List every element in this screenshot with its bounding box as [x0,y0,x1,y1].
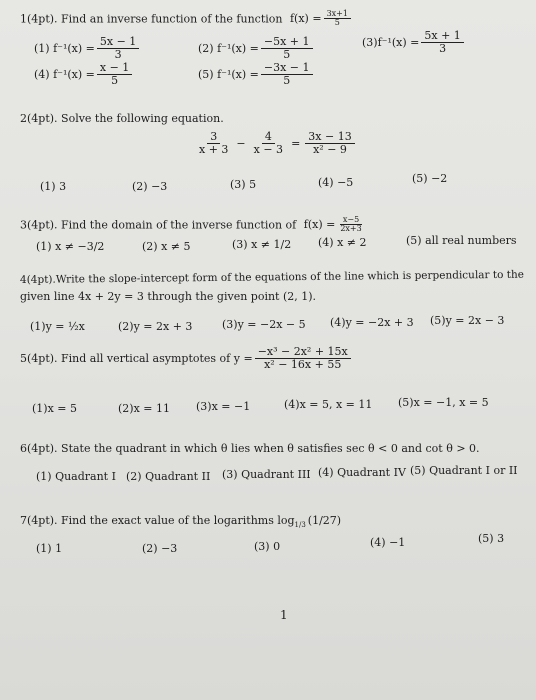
q7-option-5[interactable]: (5) 3 [478,532,505,545]
q3-option-5[interactable]: (5) all real numbers [406,234,517,247]
q1-prompt: 1(4pt). Find an inverse function of the function f(x) = $\frac{3x+1}{5}$ [20,10,353,28]
q5-option-5[interactable]: (5)x = −1, x = 5 [398,396,489,409]
q6-option-3[interactable]: (3) Quadrant III [222,468,311,481]
q7-option-4[interactable]: (4) −1 [370,536,406,549]
q1-option-1[interactable]: (1) f⁻¹(x) = $\frac{5x - 1}{3}$ [34,36,141,60]
q7-option-1[interactable]: (1) 1 [36,542,63,555]
q1-option-3[interactable]: (3)f⁻¹(x) = $\frac{5x + 1}{3}$ [362,30,466,54]
q5-option-1[interactable]: (1)x = 5 [32,402,77,415]
q4-option-3[interactable]: (3)y = −2x − 5 [222,318,306,331]
q1-option-4[interactable]: (4) f⁻¹(x) = $\frac{x - 1}{5}$ [34,62,134,86]
q5-option-2[interactable]: (2)x = 11 [118,402,170,415]
q1-option-5[interactable]: (5) f⁻¹(x) = $\frac{-3x - 1}{5}$ [198,62,315,86]
q2-equation: $\frac{3}{x + 3}$ − $\frac{4}{x - 3}$ = $\frac{3x - 13}{\text{x² − 9}}$ [194,130,357,155]
q7-prompt: 7(4pt). Find the exact value of the logarithms log 1/3 (1/27) [20,514,342,529]
q5-prompt: 5(4pt). Find all vertical asymptotes of y = $\frac{\text{−x³ − 2x² + 15x}}{\text{x² − 16x + 55}}$ [20,346,353,370]
page-number: 1 [280,608,288,622]
q6-option-2[interactable]: (2) Quadrant II [126,470,211,483]
q3-option-4[interactable]: (4) x ≠ 2 [318,236,367,249]
q2-option-3[interactable]: (3) 5 [230,178,257,191]
q6-option-1[interactable]: (1) Quadrant I [36,470,116,483]
q6-option-4[interactable]: (4) Quadrant IV [318,466,406,479]
q6-option-5[interactable]: (5) Quadrant I or II [410,464,518,477]
q7-option-3[interactable]: (3) 0 [254,540,281,553]
q4-prompt-line2: given line 4x + 2y = 3 through the given point (2, 1). [20,290,317,303]
q2-option-5[interactable]: (5) −2 [412,172,448,185]
q7-option-2[interactable]: (2) −3 [142,542,178,555]
q6-prompt: 6(4pt). State the quadrant in which θ lies when θ satisfies sec θ < 0 and cot θ > 0. [20,442,480,455]
q1-function-fraction: $\frac{3x+1}{5}$ [324,10,351,28]
q5-option-4[interactable]: (4)x = 5, x = 11 [284,398,373,411]
q5-option-3[interactable]: (3)x = −1 [196,400,251,413]
q4-option-5[interactable]: (5)y = 2x − 3 [430,314,505,327]
q3-option-3[interactable]: (3) x ≠ 1/2 [232,238,292,251]
q4-option-4[interactable]: (4)y = −2x + 3 [330,316,414,329]
q4-option-2[interactable]: (2)y = 2x + 3 [118,320,193,333]
q3-option-2[interactable]: (2) x ≠ 5 [142,240,191,253]
q2-option-2[interactable]: (2) −3 [132,180,168,193]
q2-prompt: 2(4pt). Solve the following equation. [20,112,224,125]
q4-prompt-line1: 4(4pt).Write the slope-intercept form of the equations of the line which is perpendicular to the [19,268,525,286]
q2-option-4[interactable]: (4) −5 [318,176,354,189]
q5-function-fraction: $\frac{\text{−x³ − 2x² + 15x}}{\text{x² − 16x + 55}}$ [255,346,351,370]
q3-prompt: 3(4pt). Find the domain of the inverse function of f(x) = $\frac{x-5}{2x+3}$ [20,216,367,234]
q3-function-fraction: $\frac{x-5}{2x+3}$ [340,215,362,234]
q3-option-1[interactable]: (1) x ≠ −3/2 [36,240,105,253]
q4-option-1[interactable]: (1)y = ½x [30,320,85,333]
q2-option-1[interactable]: (1) 3 [40,180,67,193]
q1-option-2[interactable]: (2) f⁻¹(x) = $\frac{-5x + 1}{5}$ [198,36,315,60]
